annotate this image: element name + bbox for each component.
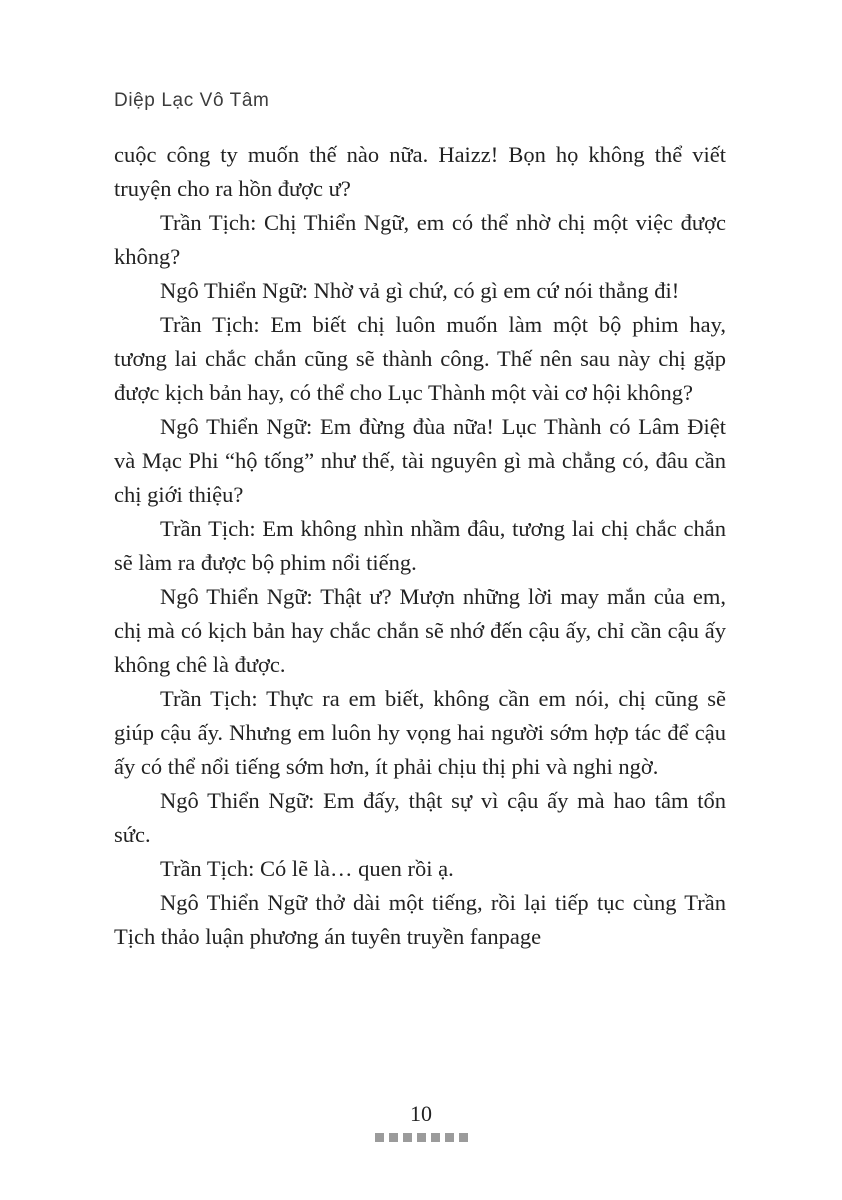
ornament-square (459, 1133, 468, 1142)
running-header: Diệp Lạc Vô Tâm (114, 90, 270, 111)
ornament-squares (0, 1133, 842, 1142)
paragraph: cuộc công ty muốn thế nào nữa. Haizz! Bọn họ không thể viết truyện cho ra hồn được ư? (114, 142, 726, 201)
paragraph: Trần Tịch: Có lẽ là… quen rồi ạ. (160, 856, 454, 881)
ornament-square (445, 1133, 454, 1142)
paragraph: Ngô Thiển Ngữ thở dài một tiếng, rồi lại tiếp tục cùng Trần Tịch thảo luận phương án tuyên truyền fanpage (114, 890, 726, 949)
page-footer (0, 1103, 842, 1142)
paragraph: Ngô Thiển Ngữ: Thật ư? Mượn những lời may mắn của em, chị mà có kịch bản hay chắc chắn sẽ nhớ đến cậu ấy, chỉ cần cậu ấy không chê là được. (114, 584, 726, 677)
paragraph: Trần Tịch: Thực ra em biết, không cần em nói, chị cũng sẽ giúp cậu ấy. Nhưng em luôn hy vọng hai người sớm hợp tác để cậu ấy có thể nổi tiếng sớm hơn, ít phải chịu thị phi và nghi ngờ. (114, 686, 726, 779)
paragraph: Trần Tịch: Em biết chị luôn muốn làm một bộ phim hay, tương lai chắc chắn cũng sẽ thành công. Thế nên sau này chị gặp được kịch bản hay, có thể cho Lục Thành một vài cơ hội không? (114, 312, 726, 405)
paragraph: Ngô Thiển Ngữ: Em đừng đùa nữa! Lục Thành có Lâm Điệt và Mạc Phi “hộ tống” như thế, tài nguyên gì mà chẳng có, đâu cần chị giới thiệu? (114, 414, 726, 507)
paragraph: Ngô Thiển Ngữ: Nhờ vả gì chứ, có gì em cứ nói thẳng đi! (160, 278, 680, 303)
ornament-square (403, 1133, 412, 1142)
paragraph: Trần Tịch: Chị Thiển Ngữ, em có thể nhờ chị một việc được không? (114, 210, 726, 269)
paragraph: Ngô Thiển Ngữ: Em đấy, thật sự vì cậu ấy mà hao tâm tổn sức. (114, 788, 726, 847)
ornament-square (431, 1133, 440, 1142)
ornament-square (375, 1133, 384, 1142)
page-number: 10 (410, 1101, 432, 1126)
ornament-square (417, 1133, 426, 1142)
page-body (114, 138, 726, 954)
ornament-square (389, 1133, 398, 1142)
paragraph: Trần Tịch: Em không nhìn nhầm đâu, tương lai chị chắc chắn sẽ làm ra được bộ phim nổi tiếng. (114, 516, 726, 575)
